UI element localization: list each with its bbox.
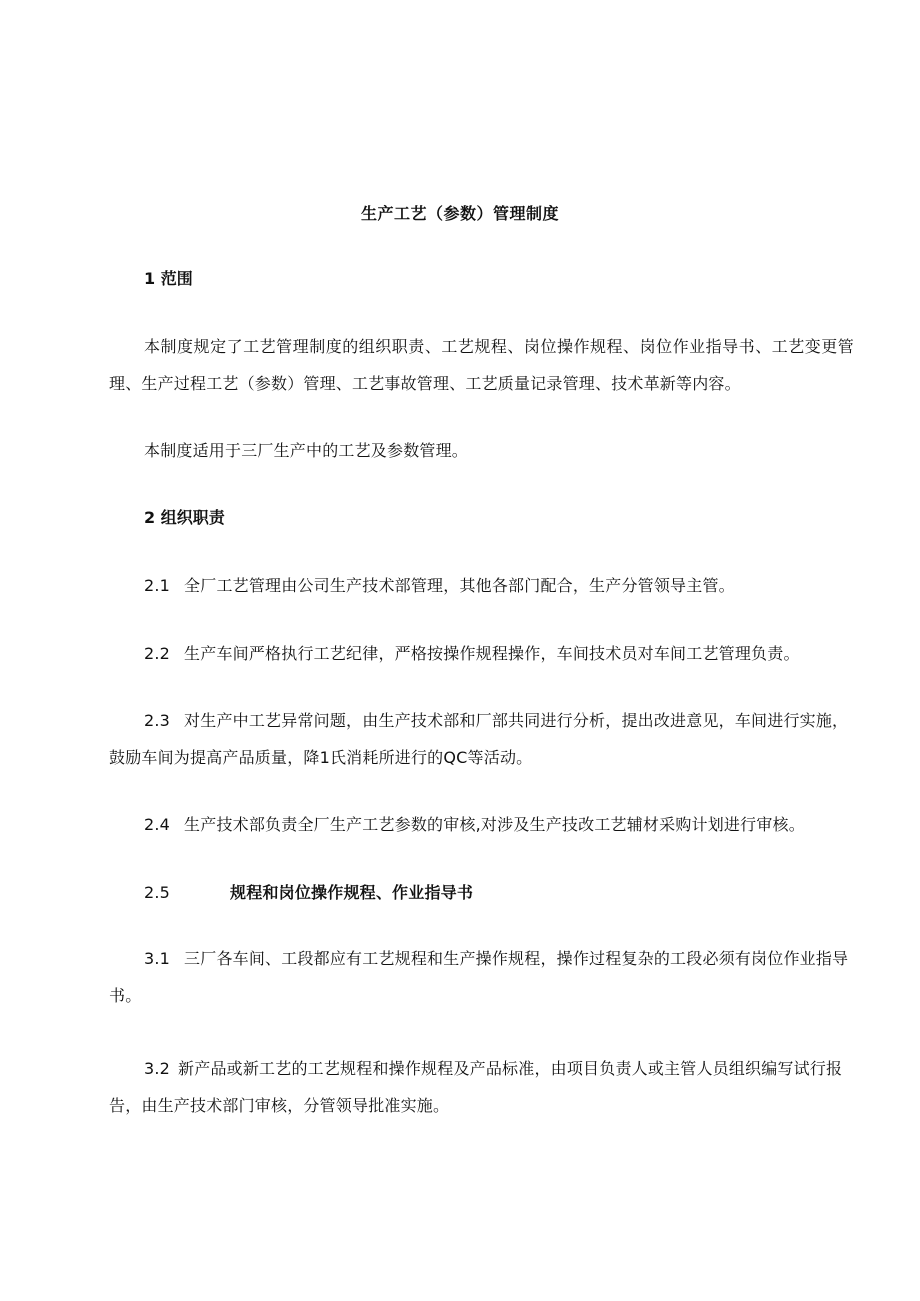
clause-number: 2.1: [144, 576, 171, 595]
clause-2-2: [109, 635, 854, 672]
clause-3-2: [109, 1050, 854, 1124]
clause-text: 生产技术部负责全厂生产工艺参数的审核,对涉及生产技改工艺辅材采购计划进行审核。: [184, 815, 805, 834]
clause-number: 2.5: [144, 883, 171, 902]
clause-text: 规程和岗位操作规程、作业指导书: [230, 883, 474, 902]
document-title: 生产工艺（参数）管理制度: [360, 204, 559, 223]
clause-2-1: [109, 567, 854, 604]
clause-text: 全厂工艺管理由公司生产技术部管理，其他各部门配合，生产分管领导主管。: [184, 576, 735, 595]
clause-number: 3.2: [144, 1059, 171, 1078]
paragraph-scope-applicability: 本制度适用于三厂生产中的工艺及参数管理。: [144, 441, 469, 460]
clause-text: 三厂各车间、工段都应有工艺规程和生产操作规程，操作过程复杂的工段必须有岗位作业指导书。: [109, 949, 849, 1005]
clause-2-4: [109, 806, 854, 843]
clause-text: 新产品或新工艺的工艺规程和操作规程及产品标准，由项目负责人或主管人员组织编写试行报告，由生产技术部门审核，分管领导批准实施。: [109, 1059, 843, 1115]
clause-number: 3.1: [144, 949, 171, 968]
section-heading-responsibilities: 2 组织职责: [144, 508, 225, 527]
clause-number: 2.4: [144, 815, 171, 834]
section-heading-scope: 1 范围: [144, 269, 193, 288]
clause-number: 2.2: [144, 644, 171, 663]
clause-3-1: [109, 940, 854, 1014]
clause-number: 2.3: [144, 711, 171, 730]
clause-2-5: [109, 874, 854, 911]
clause-text: 对生产中工艺异常问题，由生产技术部和厂部共同进行分析，提出改进意见，车间进行实施，鼓励车间为提高产品质量，降1氏消耗所进行的QC等活动。: [109, 711, 849, 767]
clause-text: 生产车间严格执行工艺纪律，严格按操作规程操作，车间技术员对车间工艺管理负责。: [184, 644, 800, 663]
clause-2-3: [109, 702, 854, 776]
paragraph-scope-content: 本制度规定了工艺管理制度的组织职责、工艺规程、岗位操作规程、岗位作业指导书、工艺变更管理、生产过程工艺（参数）管理、工艺事故管理、工艺质量记录管理、技术革新等内容。: [109, 337, 854, 393]
